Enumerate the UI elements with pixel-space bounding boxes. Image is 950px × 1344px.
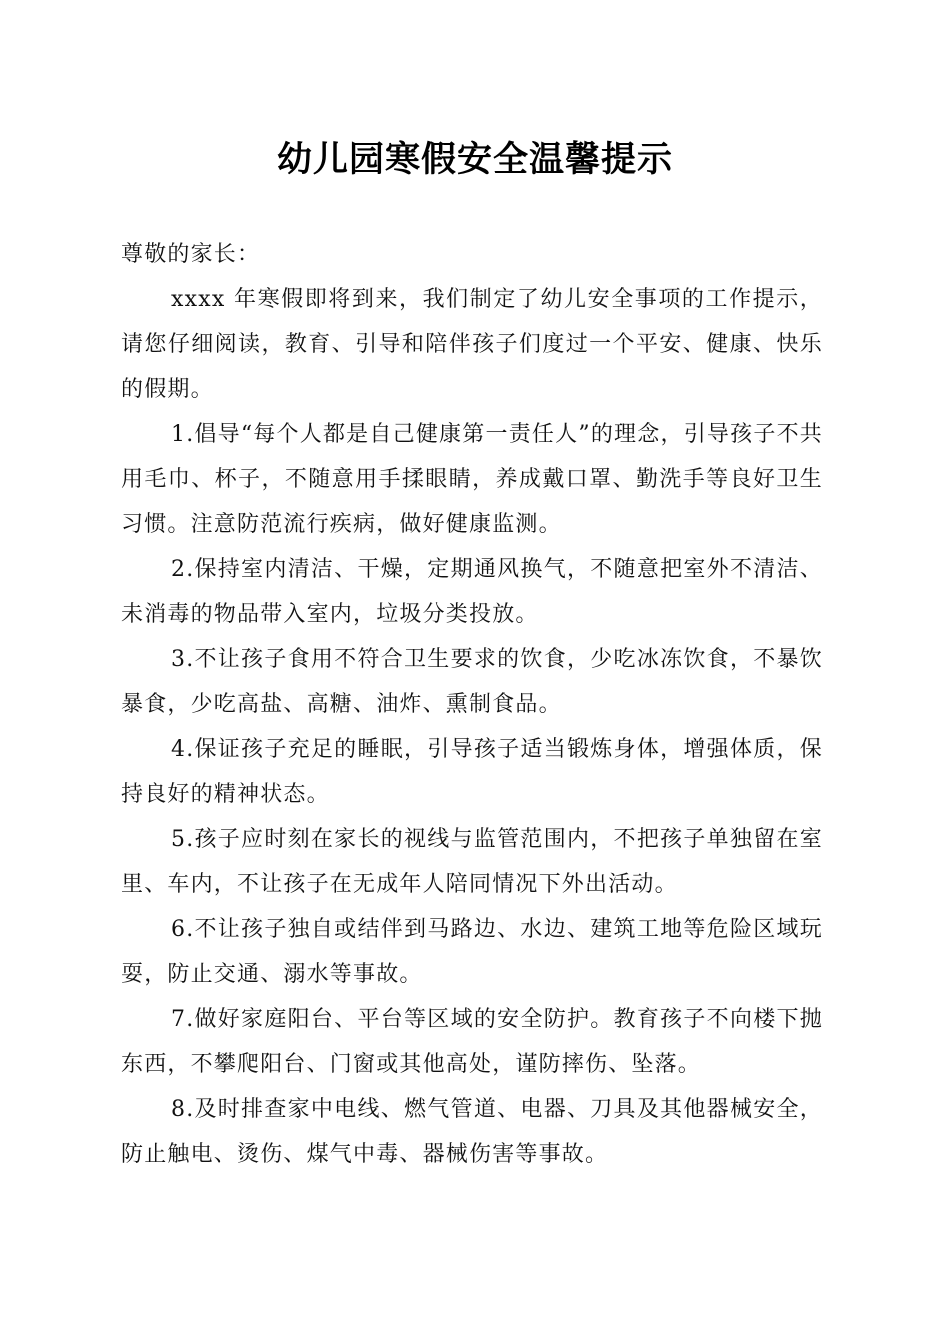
intro-paragraph: xxxx 年寒假即将到来，我们制定了幼儿安全事项的工作提示，请您仔细阅读，教育、引导和陪伴孩子们度过一个平安、健康、快乐的假期。: [121, 287, 823, 402]
greeting: 尊敬的家长：: [121, 242, 261, 267]
tip-item-3: 3.不让孩子食用不符合卫生要求的饮食，少吃冰冻饮食，不暴饮暴食，少吃高盐、高糖、油炸、熏制食品。: [121, 647, 823, 717]
tip-item-2: 2.保持室内清洁、干燥，定期通风换气，不随意把室外不清洁、未消毒的物品带入室内，垃圾分类投放。: [121, 557, 823, 627]
tip-item-5: 5.孩子应时刻在家长的视线与监管范围内，不把孩子单独留在室里、车内，不让孩子在无成年人陪同情况下外出活动。: [121, 827, 823, 897]
page-title: 幼儿园寒假安全温馨提示: [276, 139, 673, 180]
tip-item-4: 4.保证孩子充足的睡眠，引导孩子适当锻炼身体，增强体质，保持良好的精神状态。: [121, 737, 823, 807]
tip-item-7: 7.做好家庭阳台、平台等区域的安全防护。教育孩子不向楼下抛东西，不攀爬阳台、门窗或其他高处，谨防摔伤、坠落。: [121, 1007, 823, 1077]
document-body: [121, 232, 823, 1177]
tip-item-1: 1.倡导“每个人都是自己健康第一责任人”的理念，引导孩子不共用毛巾、杯子，不随意用手揉眼睛，养成戴口罩、勤洗手等良好卫生习惯。注意防范流行疾病，做好健康监测。: [121, 422, 823, 537]
tip-item-8: 8.及时排查家中电线、燃气管道、电器、刀具及其他器械安全，防止触电、烫伤、煤气中毒、器械伤害等事故。: [121, 1097, 823, 1167]
tip-item-6: 6.不让孩子独自或结伴到马路边、水边、建筑工地等危险区域玩耍，防止交通、溺水等事故。: [121, 917, 823, 987]
